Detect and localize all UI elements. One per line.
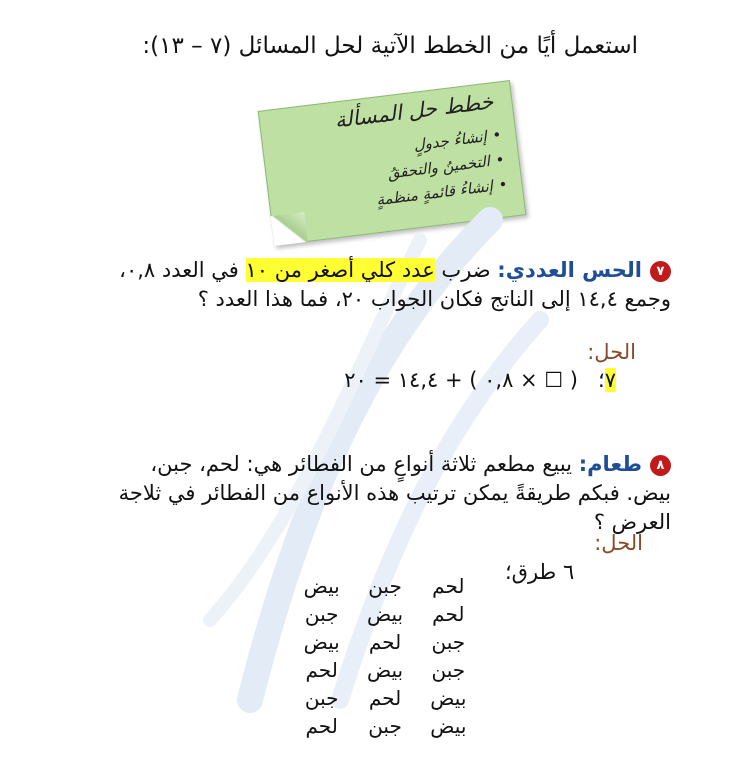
question-number-badge: ٨ [650, 455, 671, 476]
combination-row [290, 712, 480, 740]
question-7 [111, 256, 671, 314]
answer-separator: ؛ [598, 368, 605, 392]
question-title: الحس العددي: [497, 258, 642, 282]
question-text: في العدد ٠,٨، وجمع ١٤,٤ إلى الناتج فكان الجواب ٢٠، فما هذا العدد ؟ [119, 258, 671, 311]
combination-cell: جبن [431, 630, 466, 654]
combination-row [290, 628, 480, 656]
instructions-text: استعمل أيًا من الخطط الآتية لحل المسائل (٧ – ١٣): [142, 33, 638, 59]
equation: ( ☐ × ٠,٨ ) + ١٤,٤ = ٢٠ [344, 368, 578, 392]
ways-count: ٦ طرق؛ [505, 560, 575, 584]
solution-label: الحل: [587, 340, 636, 364]
combination-cell: بيض [303, 574, 340, 598]
strategy-item: • إنشاءُ جدولٍ [369, 123, 503, 164]
combination-cell: جبن [304, 602, 339, 626]
combination-cell: لحم [305, 714, 338, 738]
combination-cell: لحم [368, 686, 402, 710]
combination-row [290, 600, 480, 628]
strategies-sticky-note [258, 80, 527, 246]
combination-cell: جبن [368, 714, 402, 738]
solution-label: الحل: [594, 531, 643, 555]
combination-cell: جبن [304, 686, 339, 710]
combinations-table [290, 572, 480, 740]
question-title: طعام: [578, 452, 642, 476]
question-number-badge: ٧ [650, 261, 671, 282]
combination-cell: بيض [430, 686, 467, 710]
combination-cell: بيض [303, 630, 340, 654]
strategy-item: • إنشاءُ قائمةٍ منظمةٍ [375, 172, 509, 213]
combination-cell: لحم [432, 602, 465, 626]
combination-cell: بيض [366, 658, 404, 682]
combination-cell: لحم [432, 574, 465, 598]
combination-cell: لحم [305, 658, 338, 682]
combination-cell: بيض [366, 602, 404, 626]
highlighted-text: عدد كلي أصغر من ١٠ [245, 258, 435, 282]
strategy-list [369, 123, 509, 214]
strategy-item: • التخمينُ والتحققُ [372, 147, 506, 188]
combination-row [290, 656, 480, 684]
question-text: يبيع مطعم ثلاثة أنواعٍ من الفطائر هي: لحم، جبن، بيض. فبكم طريقةً يمكن ترتيب هذه الأنواع من الفطائر في ثلاجة العرض ؟ [118, 452, 671, 534]
combination-cell: جبن [368, 574, 402, 598]
combination-cell: لحم [368, 630, 402, 654]
combination-cell: جبن [431, 658, 466, 682]
combination-cell: بيض [430, 714, 467, 738]
question-text: ضرب [434, 258, 498, 282]
combination-row [290, 684, 480, 712]
solution-equation-line [344, 365, 616, 395]
combination-row [290, 572, 480, 600]
note-folded-corner [271, 212, 308, 246]
note-title: خطط حل المسألة [333, 89, 495, 133]
answer-value: ٧ [604, 368, 616, 392]
question-8 [111, 450, 671, 537]
